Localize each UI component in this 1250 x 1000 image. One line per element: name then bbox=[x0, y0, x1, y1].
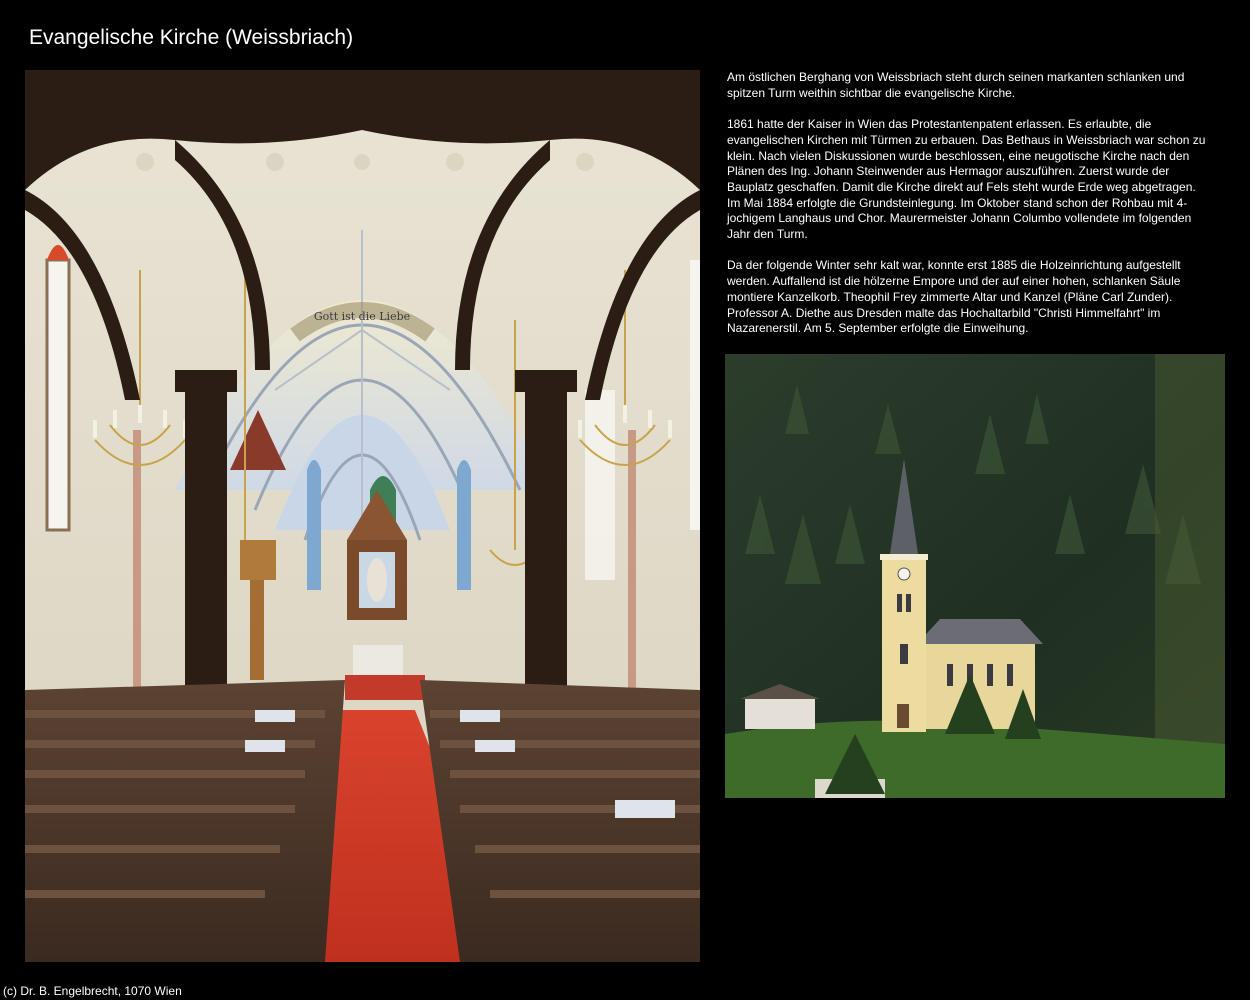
copyright-footer: (c) Dr. B. Engelbrecht, 1070 Wien bbox=[3, 984, 182, 998]
church-exterior-illustration bbox=[725, 354, 1225, 798]
church-interior-illustration bbox=[25, 70, 700, 962]
article-paragraph-2: 1861 hatte der Kaiser in Wien das Protestantenpatent erlassen. Es erlaubte, die evangelischen Kirchen mit Türmen zu erbauen. Das Bethaus in Weissbriach war schon zu klein. Nach vielen Diskussionen wurde beschlossen, eine neugotische Kirche nach den Plänen des Ing. Johann Steinwender aus Hermagor auszuführen. Zuerst wurde der Bauplatz geschaffen. Damit die Kirche direkt auf Fels steht wurde Erde weg abgetragen. Im Mai 1884 erfolgte die Grundsteinlegung. Im Oktober stand schon der Rohbau mit 4-jochigem Langhaus und Chor. Maurermeister Johann Columbo vollendete im folgenden Jahr den Turm. bbox=[727, 117, 1206, 242]
article-text bbox=[727, 70, 1207, 353]
page-title: Evangelische Kirche (Weissbriach) bbox=[29, 26, 354, 49]
article-paragraph-1: Am östlichen Berghang von Weissbriach steht durch seinen markanten schlanken und spitzen Turm weithin sichtbar die evangelische Kirche. bbox=[727, 70, 1185, 100]
church-interior-photo bbox=[25, 70, 700, 962]
article-paragraph-3: Da der folgende Winter sehr kalt war, konnte erst 1885 die Holzeinrichtung aufgestellt werden. Auffallend ist die hölzerne Empore und der auf einer hohen, schlanken Säule montiere Kanzelkorb. Theophil Frey zimmerte Altar und Kanzel (Pläne Carl Zunder). Professor A. Diethe aus Dresden malte das Hochaltarbild "Christi Himmelfahrt" im Nazarenerstil. Am 5. September erfolgte die Einweihung. bbox=[727, 258, 1181, 336]
inscription-text: Gott ist die Liebe bbox=[313, 310, 411, 323]
church-exterior-photo bbox=[725, 354, 1225, 798]
